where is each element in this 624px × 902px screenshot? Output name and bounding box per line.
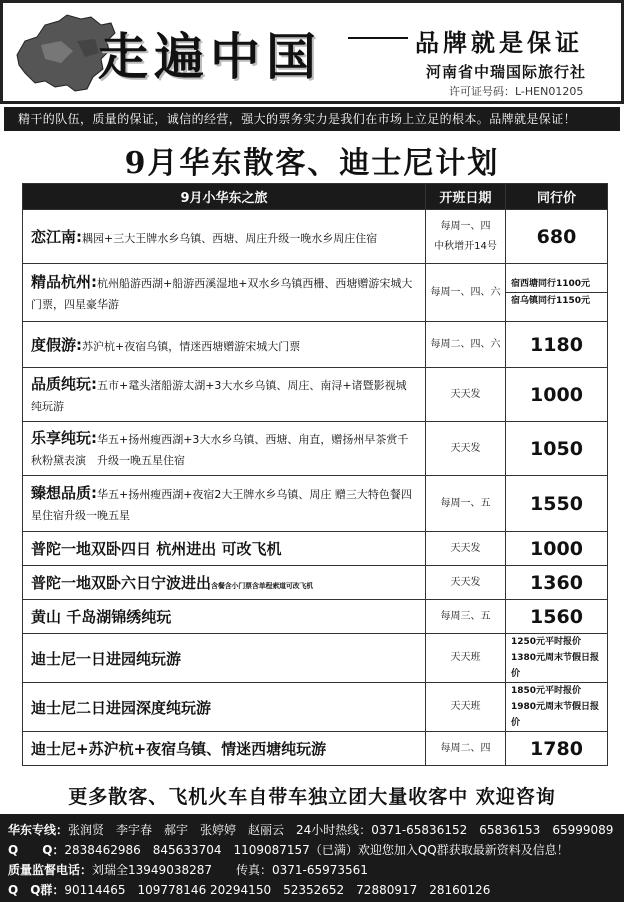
- contact-label: 华东专线：: [8, 823, 69, 837]
- route-cell: [23, 322, 426, 368]
- table-row: [23, 368, 608, 422]
- price-cell: [506, 422, 608, 476]
- route-cell: [23, 600, 426, 634]
- price-value: 1000: [530, 383, 583, 406]
- route-name: 度假游:: [31, 335, 82, 354]
- price-line: 1850元平时报价: [511, 686, 582, 696]
- price-value: 1360: [530, 571, 583, 594]
- contact-box: [0, 814, 624, 902]
- price-line: 宿乌镇同行1150元: [506, 292, 607, 309]
- table-row: [23, 634, 608, 683]
- license-number: 许可证号码：L-HEN01205: [449, 85, 584, 98]
- price-value: 1000: [530, 537, 583, 560]
- departure-date: [426, 683, 506, 732]
- contact-label: Q Q群：: [8, 883, 65, 897]
- route-name: 精品杭州:: [31, 273, 97, 291]
- departure-date-text: 天天班: [450, 652, 481, 663]
- contact-line: [8, 840, 624, 860]
- price-cell: [506, 732, 608, 766]
- col-header-route: 9月小华东之旅: [23, 184, 426, 210]
- table-header-row: [23, 184, 608, 210]
- motto-bar: 精干的队伍，质量的保证，诚信的经营，强大的票务实力是我们在市场上立足的根本。品牌就是保证！: [4, 107, 620, 131]
- table-row: [23, 683, 608, 732]
- contact-text: 刘瑞全13949038287 传真：0371-65973561: [92, 863, 368, 877]
- price-cell: [506, 322, 608, 368]
- departure-date-text: 天天发: [450, 388, 481, 400]
- route-cell: [23, 368, 426, 422]
- price-cell: [506, 566, 608, 600]
- table-row: [23, 732, 608, 766]
- route-name: 臻想品质:: [31, 484, 97, 502]
- route-desc: 华五+扬州瘦西湖+夜宿2大王牌水乡乌镇、周庄 赠三大特色餐四星住宿升级一晚五星: [31, 488, 412, 522]
- price-cell: [506, 532, 608, 566]
- departure-date-text: 每周一、四 中秋增开14号: [434, 220, 497, 252]
- route-cell: [23, 210, 426, 264]
- contact-label: 质量监督电话：: [8, 863, 93, 877]
- contact-text: 90114465 109778146 20294150 52352652 72880917 28160126: [64, 883, 491, 897]
- contact-label: Q Q：: [8, 843, 65, 857]
- price-cell: [506, 683, 608, 732]
- price-value: 1560: [530, 605, 583, 628]
- route-name: 迪士尼二日进园深度纯玩游: [31, 698, 212, 717]
- departure-date: [426, 634, 506, 683]
- departure-date: [426, 732, 506, 766]
- table-row: [23, 322, 608, 368]
- table-row: [23, 264, 608, 322]
- departure-date-text: 天天发: [450, 576, 481, 588]
- departure-date: [426, 322, 506, 368]
- price-cell: [506, 368, 608, 422]
- route-cell: [23, 422, 426, 476]
- route-name: 乐享纯玩:: [31, 429, 97, 447]
- route-name: 迪士尼一日进园纯玩游: [31, 649, 182, 668]
- table-row: [23, 566, 608, 600]
- table-row: [23, 600, 608, 634]
- agency-name: 河南省中瑞国际旅行社: [426, 63, 587, 81]
- logo-text: 走遍中国: [98, 27, 322, 86]
- departure-date: [426, 600, 506, 634]
- route-desc: 华五+扬州瘦西湖+3大水乡乌镇、西塘、甪直，赠扬州早茶赏千秋粉黛表演 升级一晚五星住宿: [31, 433, 409, 467]
- route-desc: 杭州船游西湖+船游西溪湿地+双水乡乌镇西栅、西塘赠游宋城大门票，四星豪华游: [31, 277, 413, 311]
- departure-date: [426, 264, 506, 322]
- departure-date-text: 每周三、五: [440, 610, 491, 622]
- departure-date-text: 每周二、四、六: [430, 338, 501, 350]
- contact-line: [8, 880, 624, 900]
- price-line: 1380元周末节假日报价: [511, 653, 600, 679]
- price-value: 1780: [530, 737, 583, 760]
- price-cell: [506, 600, 608, 634]
- departure-date-text: 天天发: [450, 542, 481, 554]
- departure-date-text: 每周一、五: [440, 497, 491, 509]
- bottom-banner: 更多散客、飞机火车自带车独立团大量收客中 欢迎咨询: [68, 786, 556, 808]
- price-cell: [506, 264, 608, 322]
- price-line: 1250元平时报价: [511, 637, 582, 647]
- price-cell: [506, 476, 608, 532]
- departure-date: [426, 566, 506, 600]
- slogan: 品牌就是保证: [415, 28, 583, 57]
- departure-date: [426, 368, 506, 422]
- route-desc: 苏沪杭+夜宿乌镇，情迷西塘赠游宋城大门票: [82, 339, 301, 353]
- col-header-price: 同行价: [506, 184, 608, 210]
- departure-date-text: 天天发: [450, 442, 481, 454]
- route-desc: 五市+鼋头渚船游太湖+3大水乡乌镇、周庄、南浔+诸暨影视城纯玩游: [31, 379, 407, 413]
- route-name: 迪士尼+苏沪杭+夜宿乌镇、情迷西塘纯玩游: [31, 740, 327, 758]
- departure-date-text: 每周二、四: [440, 742, 491, 754]
- price-value: 680: [536, 225, 577, 248]
- departure-date: [426, 422, 506, 476]
- route-cell: [23, 732, 426, 766]
- price-cell: [506, 634, 608, 683]
- route-name: 普陀一地双卧六日宁波进出: [31, 574, 212, 592]
- departure-date: [426, 476, 506, 532]
- header-box: [0, 0, 624, 104]
- slogan-dash: [348, 37, 408, 39]
- price-value: 1550: [530, 492, 583, 515]
- route-name: 品质纯玩:: [31, 375, 97, 393]
- contact-line: [8, 820, 624, 840]
- main-title: 9月华东散客、迪士尼计划: [124, 146, 500, 181]
- route-name: 恋江南:: [31, 227, 82, 246]
- price-line: 1980元周末节假日报价: [511, 702, 600, 728]
- col-header-date: 开班日期: [426, 184, 506, 210]
- route-cell: [23, 683, 426, 732]
- departure-date: [426, 210, 506, 264]
- price-cell: [506, 210, 608, 264]
- price-value: 1180: [530, 333, 583, 356]
- price-line: 宿西塘同行1100元: [511, 279, 591, 289]
- route-desc: 耦园+三大王牌水乡乌镇、西塘、周庄升级一晚水乡周庄住宿: [82, 231, 378, 245]
- departure-date-text: 天天班: [450, 701, 481, 712]
- route-cell: [23, 264, 426, 322]
- contact-text: 2838462986 845633704 1109087157（已满）欢迎您加入QQ群获取最新资料及信息！: [64, 843, 569, 857]
- route-name: 普陀一地双卧四日 杭州进出 可改飞机: [31, 540, 282, 558]
- table-row: [23, 532, 608, 566]
- route-cell: [23, 634, 426, 683]
- table-row: [23, 210, 608, 264]
- tour-plan-table: [22, 183, 608, 766]
- route-note: 含餐含小门票含单程索道可改飞机: [211, 582, 314, 590]
- departure-date-text: 每周一、四、六: [430, 286, 501, 298]
- route-cell: [23, 532, 426, 566]
- route-cell: [23, 476, 426, 532]
- contact-text: 张润贤 李宇春 郝宇 张婷婷 赵丽云 24小时热线：0371-65836152 65836153 65999089: [68, 823, 614, 837]
- route-cell: [23, 566, 426, 600]
- departure-date: [426, 532, 506, 566]
- price-value: 1050: [530, 437, 583, 460]
- table-row: [23, 422, 608, 476]
- contact-line: [8, 860, 624, 880]
- table-row: [23, 476, 608, 532]
- route-name: 黄山 千岛湖锦绣纯玩: [31, 608, 172, 626]
